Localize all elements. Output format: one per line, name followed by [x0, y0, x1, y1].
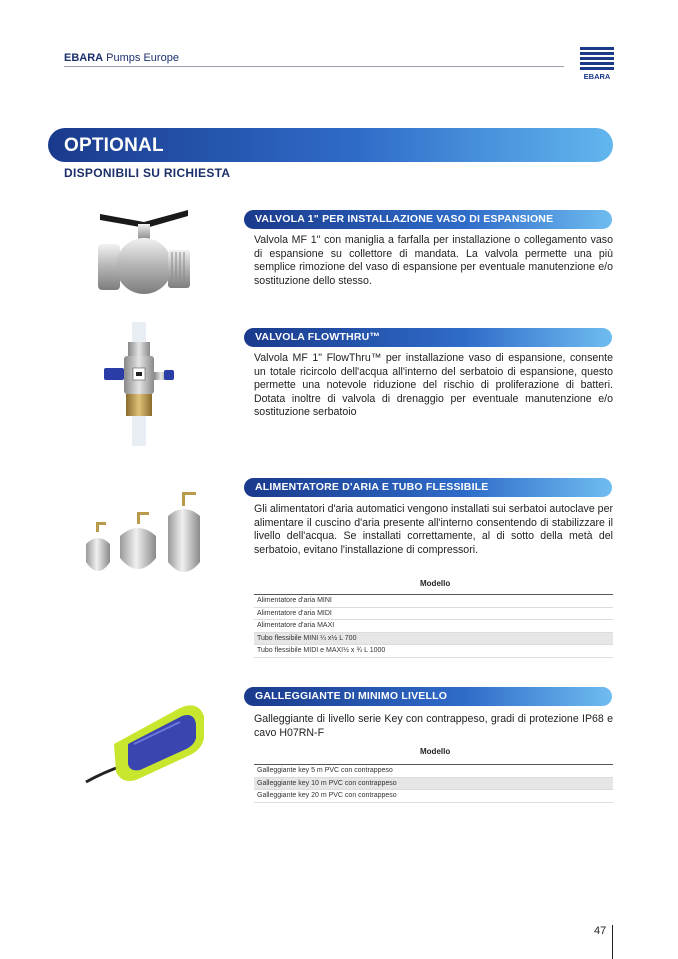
- ebara-logo-icon: [580, 47, 614, 81]
- table-row: Galleggiante key 5 m PVC con contrappeso: [254, 765, 613, 778]
- brand-suffix: Pumps Europe: [103, 52, 179, 64]
- air-feeder-image: [82, 488, 212, 584]
- page-title: OPTIONAL: [64, 135, 164, 156]
- section-title-alimentatore: ALIMENTATORE D'ARIA E TUBO FLESSIBILE: [255, 481, 489, 493]
- table-header-modello: Modello: [420, 747, 451, 756]
- section-text-galleggiante: Galleggiante di livello serie Key con contrappeso, gradi di protezione IP68 e cavo H07RN-F: [254, 713, 613, 739]
- table-row: Alimentatore d'aria MIDI: [254, 608, 613, 621]
- ball-valve-image: [96, 200, 192, 300]
- ebara-logo: [580, 47, 614, 81]
- model-table-galleggiante: [254, 764, 613, 803]
- table-row: Tubo flessibile MIDI e MAXI½ x ¾ L 1000: [254, 645, 613, 658]
- table-row: Galleggiante key 20 m PVC con contrappeso: [254, 790, 613, 803]
- section-title-flowthru: VALVOLA FLOWTHRU™: [255, 331, 381, 343]
- model-table-alimentatore: [254, 594, 613, 658]
- float-switch-image: [84, 694, 210, 786]
- flowthru-valve-image: [104, 322, 176, 446]
- section-title-galleggiante: GALLEGGIANTE DI MINIMO LIVELLO: [255, 690, 448, 702]
- section-title-valvola: VALVOLA 1" PER INSTALLAZIONE VASO DI ESPANSIONE: [255, 213, 554, 225]
- table-header-modello: Modello: [420, 579, 451, 588]
- page-number-rule: [612, 925, 613, 959]
- brand-name: EBARA: [64, 52, 104, 64]
- table-row: Alimentatore d'aria MINI: [254, 595, 613, 608]
- header-divider: [64, 66, 564, 67]
- table-row: Alimentatore d'aria MAXI: [254, 620, 613, 633]
- table-row: Galleggiante key 10 m PVC con contrappeso: [254, 778, 613, 791]
- table-row: Tubo flessibile MINI ¼ x½ L 700: [254, 633, 613, 646]
- logo-text: EBARA: [583, 72, 611, 81]
- brand-header: [64, 52, 179, 64]
- page-subtitle: DISPONIBILI SU RICHIESTA: [64, 166, 231, 180]
- page-number: 47: [594, 925, 607, 937]
- section-text-flowthru: Valvola MF 1" FlowThru™ per installazione vaso di espansione, consente un totale ricircolo dell'acqua all'interno del serbatoio di espansione, questo permette una notevole riduzione del rischio di proliferazione di batteri. Dotata inoltre di valvola di drenaggio per eventuale manutenzione e/o sostituzione serbatoio: [254, 352, 613, 419]
- section-text-alimentatore: Gli alimentatori d'aria automatici vengono installati sui serbatoi autoclave per alimentare il cuscino d'aria presente all'interno consentendo di stabilizzare il livello dell'acqua. Se installati correttamente, al di sotto della metà del serbatoio, evitano l'installazione di compressori.: [254, 503, 613, 556]
- section-text-valvola: Valvola MF 1" con maniglia a farfalla per installazione o collegamento vaso di espansione su collettore di mandata. La valvola permette una più semplice rimozione del vaso di espansione per eventuale manutenzione e/o sostituzione dello stesso.: [254, 234, 613, 287]
